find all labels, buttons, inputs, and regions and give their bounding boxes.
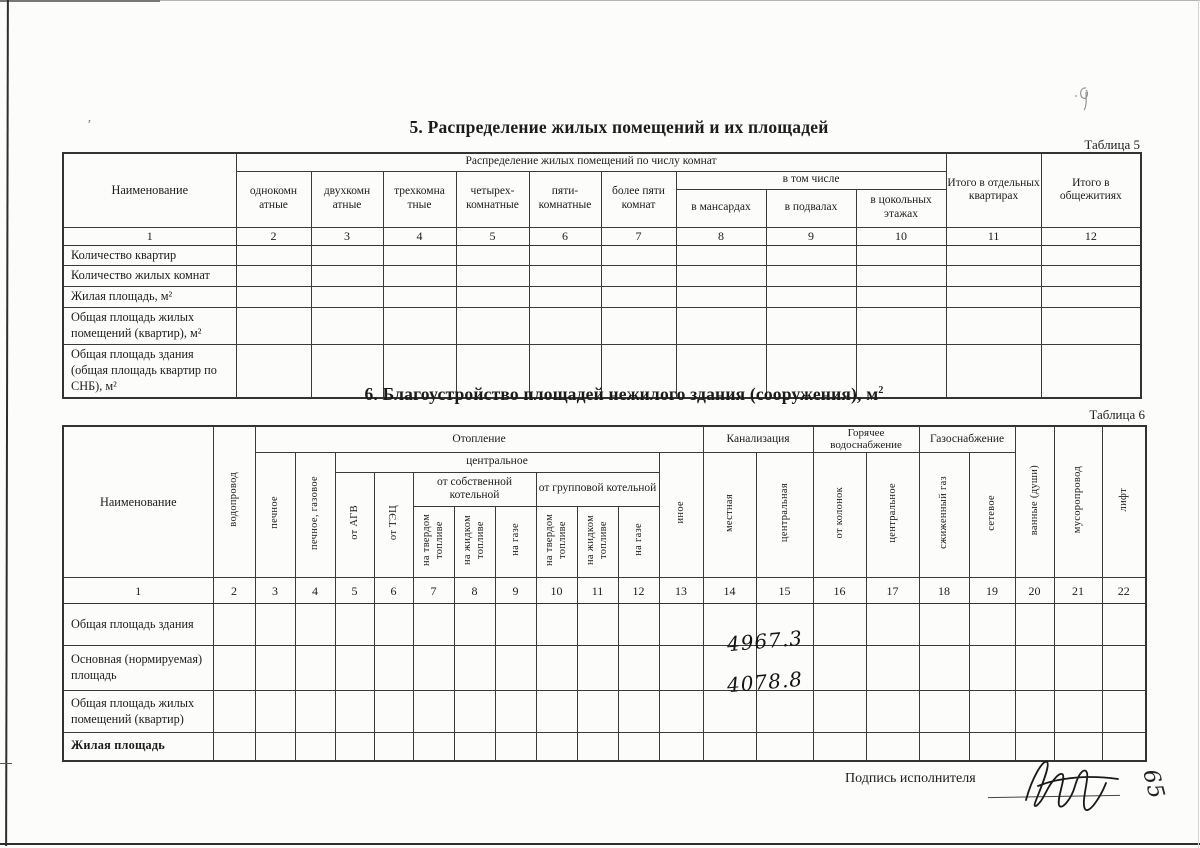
table5-cell-col7 [601,245,676,266]
agv-label: от АГВ [348,505,360,541]
table5-cell-col3 [311,245,383,266]
col-number: 19 [969,578,1015,604]
scan-edge-top-dark [0,0,160,2]
table6-cell-col10 [536,604,577,646]
col-number: 22 [1102,578,1146,604]
table5-cell-col4 [383,287,456,308]
table6-cell-col16 [813,733,866,761]
on-gas-label: на газе [509,523,521,557]
table6-cell-col5 [335,646,374,691]
table5 [62,152,1142,399]
section6-title [85,384,1163,405]
table6-cell-col19 [969,604,1015,646]
table6-row-label: Общая площадь здания [63,604,213,646]
table5-cell-col2 [236,287,311,308]
scan-edge-left [5,0,9,846]
col-header-total-dormitories: Итого в общежитиях [1041,153,1141,227]
table6-cell-col13 [659,691,703,733]
table6-cell-col5 [335,691,374,733]
col-header-hot-water-group: Горячее водоснабжение [813,426,919,452]
col-number: 3 [311,227,383,245]
col-header-gas-network [969,452,1015,578]
table6-cell-col4 [295,646,335,691]
section5-title: 5. Распределение жилых помещений и их площадей [409,117,829,137]
table6-cell-col6 [374,646,413,691]
col-number: 8 [454,578,495,604]
table5-cell-col9 [766,287,856,308]
table6-row [63,733,1146,761]
table6-cell-col11 [577,691,618,733]
col-header-agv [335,472,374,578]
col-number: 12 [1041,227,1141,245]
col-number: 9 [495,578,536,604]
table5-cell-col6 [529,308,601,345]
table6-cell-col9 [495,604,536,646]
col-header-sewer-local [703,452,756,578]
table6-cell-col21 [1054,604,1102,646]
col-header-including: в том числе [676,171,946,189]
table6-cell-col11 [577,646,618,691]
col-header-stove-gas [295,452,335,578]
col-number: 6 [374,578,413,604]
sewer-central-label: центральная [778,483,790,543]
liquid-fuel-label: на жидком топливе [462,514,487,565]
water-supply-label: водопровод [228,472,240,528]
table6-cell-col2 [213,646,255,691]
table6-cell-col8 [454,604,495,646]
col-header-basements: в подвалах [766,189,856,227]
table6-cell-col19 [969,646,1015,691]
table6-cell-col6 [374,604,413,646]
stove-label: печное [269,496,281,529]
col-number: 21 [1054,578,1102,604]
table5-cell-col6 [529,266,601,287]
table6-cell-col17 [866,733,919,761]
tec-label: от ТЭЦ [387,505,399,541]
col-header-other-heating [659,452,703,578]
table6-cell-col11 [577,733,618,761]
col-number: 4 [383,227,456,245]
other-heating-label: иное [675,501,687,524]
col-number: 17 [866,578,919,604]
col-number: 9 [766,227,856,245]
table5-cell-col7 [601,308,676,345]
table6-cell-col7 [413,646,454,691]
col-header-lift [1102,426,1146,578]
table6-cell-col17 [866,604,919,646]
col-number: 11 [946,227,1041,245]
col-header-four-room: четырех-комнатные [456,171,529,227]
table5-row-label: Жилая площадь, м² [63,287,236,308]
col-number: 8 [676,227,766,245]
table6-cell-col21 [1054,691,1102,733]
table6-row-label: Основная (нормируемая) площадь [63,646,213,691]
table5-cell-col2 [236,245,311,266]
col-header-central-heating: центральное [335,452,659,472]
table6-cell-col4 [295,604,335,646]
table5-cell-col12 [1041,245,1141,266]
col-header-own-boiler: от собственной котельной [413,472,536,506]
col-number: 15 [756,578,813,604]
solid-fuel-label: на твердом топливе [544,513,569,566]
table6-cell-col9 [495,691,536,733]
table5-cell-col2 [236,266,311,287]
table6-cell-col6 [374,691,413,733]
table6-cell-col10 [536,646,577,691]
table6-cell-col3 [255,604,295,646]
col-header-tec [374,472,413,578]
col-number: 5 [456,227,529,245]
table5-cell-col8 [676,266,766,287]
col-header-gas-lpg [919,452,969,578]
col-header-heating-group: Отопление [255,426,703,452]
table6-cell-col22 [1102,604,1146,646]
table6-cell-col22 [1102,691,1146,733]
hw-central-label: центральное [886,482,898,543]
col-header-group-boiler: от групповой котельной [536,472,659,506]
table5-cell-col12 [1041,308,1141,345]
scan-edge-top [0,0,1200,1]
table5-row [63,308,1141,345]
table5-cell-col5 [456,245,529,266]
table6-cell-col4 [295,691,335,733]
table5-cell-col7 [601,287,676,308]
table6-cell-col16 [813,604,866,646]
col-header-own-liquid-fuel [454,506,495,578]
col-number: 7 [601,227,676,245]
table6-cell-col18 [919,733,969,761]
table6-body [63,604,1146,761]
table6-cell-col19 [969,733,1015,761]
table6-cell-col22 [1102,646,1146,691]
table6-cell-col11 [577,604,618,646]
col-number: 1 [63,578,213,604]
table6-cell-col13 [659,733,703,761]
table6-cell-col4 [295,733,335,761]
col-number: 10 [536,578,577,604]
table6-cell-col12 [618,646,659,691]
table5-row-label: Общая площадь здания (общая площадь квартир по СНБ), м² [63,345,236,398]
table6-cell-col7 [413,733,454,761]
table6-row [63,691,1146,733]
table5-numbers-row [63,227,1141,245]
table5-body [63,245,1141,398]
col-number: 2 [236,227,311,245]
table5-cell-col2 [236,308,311,345]
table6-cell-col9 [495,646,536,691]
section6-title-text: 6. Благоустройство площадей нежилого здания (сооружения), м [364,384,879,404]
table6-cell-col18 [919,691,969,733]
table6-cell-col12 [618,604,659,646]
col-header-sewerage-group: Канализация [703,426,813,452]
col-number: 12 [618,578,659,604]
table5-cell-col10 [856,287,946,308]
table6-cell-col12 [618,733,659,761]
col-header-distribution-group: Распределение жилых помещений по числу комнат [236,153,946,171]
table6-cell-col5 [335,733,374,761]
col-header-attics: в мансардах [676,189,766,227]
table5-cell-col11 [946,287,1041,308]
col-header-name: Наименование [63,153,236,227]
table6-cell-col6 [374,733,413,761]
gas-network-label: сетевое [986,494,998,531]
col-header-group-solid-fuel [536,506,577,578]
table5-cell-col5 [456,266,529,287]
table6-cell-col15 [725,646,813,697]
table5-row-label: Количество квартир [63,245,236,266]
section6-title-sup: 2 [878,385,884,397]
hw-columns-label: от колонок [833,486,845,539]
table6-cell-col3 [255,691,295,733]
lift-label: лифт [1118,488,1130,512]
table6-cell-col2 [213,691,255,733]
signature-label: Подпись исполнителя [845,771,976,786]
table6-caption: Таблица 6 [1089,407,1145,422]
col-number: 13 [659,578,703,604]
table5-cell-col11 [946,308,1041,345]
col-header-total-apartments: Итого в отдельных квартирах [946,153,1041,227]
col-header-water-supply [213,426,255,578]
col-header-baths [1015,426,1054,578]
table6-cell-col15 [756,733,813,761]
table5-cell-col4 [383,266,456,287]
page-number: 65 [1137,766,1169,803]
table5-cell-col3 [311,266,383,287]
col-header-stove [255,452,295,578]
col-number: 3 [255,578,295,604]
table6-cell-col8 [454,646,495,691]
scan-edge-bottom [0,843,1200,845]
table6-cell-col16 [813,691,866,733]
col-header-hw-columns [813,452,866,578]
col-header-gas-group: Газоснабжение [919,426,1015,452]
table6-cell-col2 [213,733,255,761]
table5-cell-col10 [856,245,946,266]
table6-header-row1 [63,426,1146,452]
signature-scribble-icon [1016,748,1126,818]
gas-lpg-label: сжиженный газ [938,476,950,550]
table6-cell-col7 [413,604,454,646]
table5-cell-col9 [766,245,856,266]
table5-cell-col11 [946,266,1041,287]
table6-cell-col10 [536,733,577,761]
table5-cell-col7 [601,266,676,287]
table6-row [63,604,1146,646]
liquid-fuel-label: на жидком топливе [585,514,610,565]
baths-label: ванные (души) [1028,464,1040,535]
table6-numbers-row [63,578,1146,604]
table5-cell-col4 [383,245,456,266]
table6-cell-col17 [866,646,919,691]
col-header-ground-floors: в цокольных этажах [856,189,946,227]
table5-row-label: Количество жилых комнат [63,266,236,287]
table5-caption: Таблица 5 [1084,137,1140,152]
col-header-garbage-chute [1054,426,1102,578]
col-header-hw-central [866,452,919,578]
table6-cell-col10 [536,691,577,733]
table5-cell-col10 [856,308,946,345]
stove-gas-label: печное, газовое [309,475,321,550]
table6-cell-col8 [454,733,495,761]
table6-cell-col2 [213,604,255,646]
table6-row-label: Жилая площадь [63,733,213,761]
table5-row [63,245,1141,266]
table5-row-label: Общая площадь жилых помещений (квартир), м² [63,308,236,345]
col-number: 7 [413,578,454,604]
pen-mark-icon [1074,84,1096,114]
table5-cell-col5 [456,287,529,308]
table6-cell-col18 [919,646,969,691]
table6-cell-col13 [659,646,703,691]
table5-cell-col10 [856,266,946,287]
table6-cell-col7 [413,691,454,733]
scan-mark-left [0,763,12,764]
table5-row [63,266,1141,287]
col-header-one-room: однокомн атные [236,171,311,227]
table6-cell-col19 [969,691,1015,733]
solid-fuel-label: на твердом топливе [421,513,446,566]
scan-speck: ’ [84,117,93,134]
table5-cell-col3 [311,287,383,308]
col-header-more-five-rooms: более пяти комнат [601,171,676,227]
col-number: 14 [703,578,756,604]
table5-cell-col6 [529,287,601,308]
table5-cell-col9 [766,266,856,287]
table6-cell-col9 [495,733,536,761]
table6-cell-col15 [725,604,813,656]
scan-edge-right [1198,0,1199,848]
table5-cell-col12 [1041,287,1141,308]
table6-cell-col13 [659,604,703,646]
table5-cell-col4 [383,308,456,345]
col-number: 6 [529,227,601,245]
col-header-name: Наименование [63,426,213,578]
handwritten-value: 4967.3 [725,625,804,656]
table5-header-row1 [63,153,1141,171]
table5-cell-col12 [1041,266,1141,287]
table5-cell-col8 [676,287,766,308]
col-number: 2 [213,578,255,604]
table5-cell-col3 [311,308,383,345]
table6-cell-col17 [866,691,919,733]
col-number: 1 [63,227,236,245]
table6-cell-col3 [255,733,295,761]
col-header-group-on-gas [618,506,659,578]
col-number: 5 [335,578,374,604]
table6-cell-col3 [255,646,295,691]
table5-cell-col5 [456,308,529,345]
col-header-own-on-gas [495,506,536,578]
sewer-local-label: местная [723,493,735,532]
col-number: 20 [1015,578,1054,604]
table5-cell-col9 [766,308,856,345]
table6-cell-col20 [1015,691,1054,733]
col-header-sewer-central [756,452,813,578]
table6-cell-col20 [1015,646,1054,691]
table6-cell-col21 [1054,646,1102,691]
table6-row-label: Общая площадь жилых помещений (квартир) [63,691,213,733]
table6-cell-col5 [335,604,374,646]
col-header-two-room: двухкомн атные [311,171,383,227]
garbage-chute-label: мусоропровод [1072,466,1084,534]
table6-cell-col8 [454,691,495,733]
col-header-own-solid-fuel [413,506,454,578]
on-gas-label: на газе [632,523,644,557]
table6-cell-col16 [813,646,866,691]
col-header-five-room: пяти-комнатные [529,171,601,227]
table5-cell-col8 [676,245,766,266]
col-number: 16 [813,578,866,604]
table5-cell-col8 [676,308,766,345]
table6-cell-col14 [703,733,756,761]
col-number: 10 [856,227,946,245]
table6-cell-col15 [756,691,813,733]
table6 [62,425,1147,762]
col-number: 11 [577,578,618,604]
table6-cell-col18 [919,604,969,646]
col-header-three-room: трехкомна тные [383,171,456,227]
table6-cell-col12 [618,691,659,733]
table5-cell-col6 [529,245,601,266]
table6-cell-col20 [1015,604,1054,646]
table5-cell-col11 [946,245,1041,266]
col-header-group-liquid-fuel [577,506,618,578]
col-number: 4 [295,578,335,604]
handwritten-value: 4078.8 [725,666,804,697]
table6-row [63,646,1146,691]
col-number: 18 [919,578,969,604]
table5-row [63,287,1141,308]
